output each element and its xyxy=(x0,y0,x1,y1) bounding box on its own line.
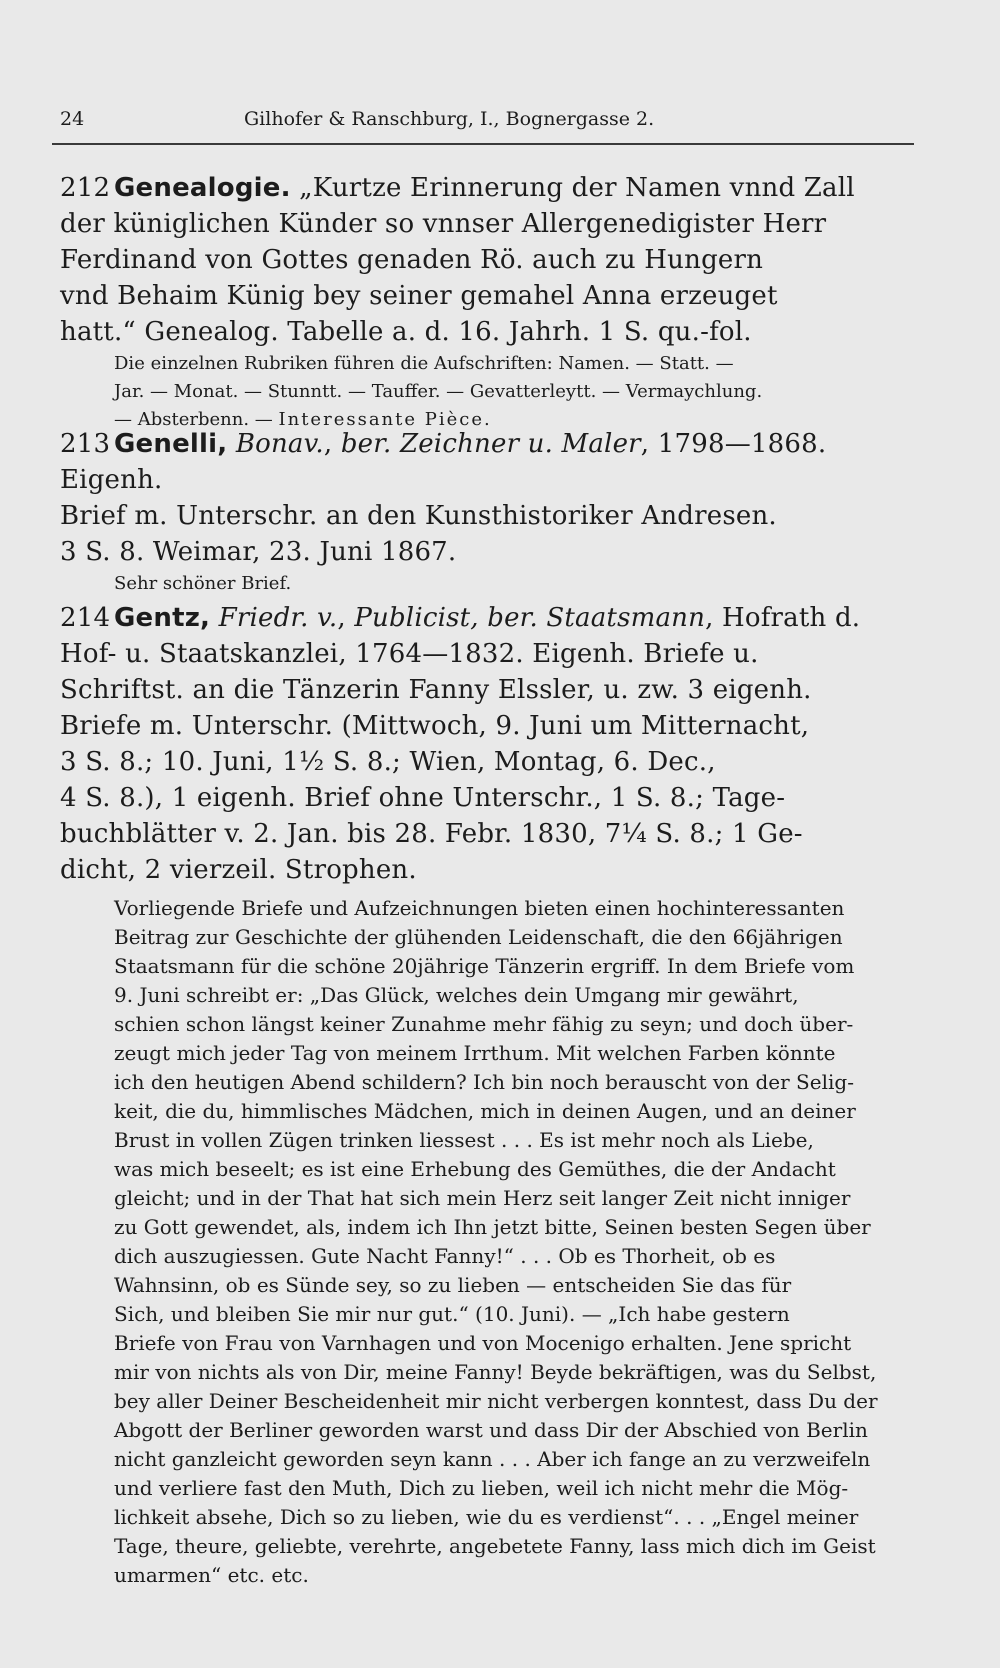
entry-note-line: Brust in vollen Zügen trinken liessest . . . Es ist mehr noch als Liebe, xyxy=(114,1128,814,1152)
entry-note-line: Jar. — Monat. — Stunntt. — Tauffer. — Gevatterleytt. — Vermaychlung. xyxy=(114,381,763,402)
entry-line: Briefe m. Unterschr. (Mittwoch, 9. Juni um Mitternacht, xyxy=(60,711,810,741)
entry-line: buchblätter v. 2. Jan. bis 28. Febr. 1830, 7¼ S. 8.; 1 Ge- xyxy=(60,819,803,849)
entry-note-line: Abgott der Berliner geworden warst und dass Dir der Abschied von Berlin xyxy=(114,1418,868,1442)
entry-line xyxy=(60,170,920,206)
entry-note-line: Vorliegende Briefe und Aufzeichnungen bieten einen hochinteressanten xyxy=(114,896,845,920)
entry-text: Genealogie. „Kurtze Erinnerung der Namen vnnd Zall xyxy=(114,173,855,203)
entry-line: 3 S. 8.; 10. Juni, 1½ S. 8.; Wien, Montag, 6. Dec., xyxy=(60,747,716,777)
entry-note-line: Tage, theure, geliebte, verehrte, angebetete Fanny, lass mich dich im Geist xyxy=(114,1534,876,1558)
entry-note-line: was mich beseelt; es ist eine Erhebung des Gemüthes, die der Andacht xyxy=(114,1157,836,1181)
entry-note-line: und verliere fast den Muth, Dich zu lieben, weil ich nicht mehr die Mög- xyxy=(114,1476,849,1500)
entry-number: 212 xyxy=(60,173,111,203)
entry-line: 3 S. 8. Weimar, 23. Juni 1867. xyxy=(60,537,457,567)
entry-number: 213 xyxy=(60,429,111,459)
entry-line: Schriftst. an die Tänzerin Fanny Elssler, u. zw. 3 eigenh. xyxy=(60,675,812,705)
page-header xyxy=(60,108,920,136)
entry-note-line: Beitrag zur Geschichte der glühenden Leidenschaft, die den 66jährigen xyxy=(114,925,843,949)
entry-note-line: umarmen“ etc. etc. xyxy=(114,1563,309,1587)
page-number: 24 xyxy=(60,108,85,130)
entry-note-line: keit, die du, himmlisches Mädchen, mich in deinen Augen, und an deiner xyxy=(114,1099,856,1123)
entry-note-line: Sehr schöner Brief. xyxy=(114,573,292,594)
emphasis-text: Interessante Pièce. xyxy=(278,409,492,430)
running-title: Gilhofer & Ranschburg, I., Bognergasse 2. xyxy=(244,108,655,130)
entry-line: Brief m. Unterschr. an den Kunsthistoriker Andresen. xyxy=(60,501,777,531)
catalog-entry-212 xyxy=(60,170,920,434)
entry-note-line: zeugt mich jeder Tag von meinem Irrthum. Mit welchen Farben könnte xyxy=(114,1041,836,1065)
entry-number: 214 xyxy=(60,603,111,633)
entry-line: der küniglichen Künder so vnnser Allergenedigister Herr xyxy=(60,209,827,239)
entry-note-line: nicht ganzleicht geworden seyn kann . . . Aber ich fange an zu verzweifeln xyxy=(114,1447,871,1471)
entry-note-line: bey aller Deiner Bescheidenheit mir nicht verbergen konntest, dass Du der xyxy=(114,1389,878,1413)
entry-note-line: dich auszugiessen. Gute Nacht Fanny!“ . . . Ob es Thorheit, ob es xyxy=(114,1244,776,1268)
entry-note-line: Briefe von Frau von Varnhagen und von Mocenigo erhalten. Jene spricht xyxy=(114,1331,852,1355)
catalog-entry-213 xyxy=(60,426,920,598)
entry-note-line: Wahnsinn, ob es Sünde sey, so zu lieben — entscheiden Sie das für xyxy=(114,1273,792,1297)
entry-line: Ferdinand von Gottes genaden Rö. auch zu Hungern xyxy=(60,245,764,275)
entry-note-line: ich den heutigen Abend schildern? Ich bin noch berauscht von der Selig- xyxy=(114,1070,854,1094)
entry-note-line: gleicht; und in der That hat sich mein Herz seit langer Zeit nicht inniger xyxy=(114,1186,851,1210)
entry-note-line: Die einzelnen Rubriken führen die Aufschriften: Namen. — Statt. — xyxy=(114,353,734,374)
entry-line: hatt.“ Genealog. Tabelle a. d. 16. Jahrh. 1 S. qu.-fol. xyxy=(60,317,752,347)
entry-note-line: Staatsmann für die schöne 20jährige Tänzerin ergriff. In dem Briefe vom xyxy=(114,954,855,978)
entry-note-line: zu Gott gewendet, als, indem ich Ihn jetzt bitte, Seinen besten Segen über xyxy=(114,1215,871,1239)
entry-note-line: — Absterbenn. — Interessante Pièce. xyxy=(114,409,492,430)
entry-line xyxy=(60,600,920,636)
entry-note-line: schien schon längst keiner Zunahme mehr fähig zu seyn; und doch über- xyxy=(114,1012,854,1036)
entry-line: Hof- u. Staatskanzlei, 1764—1832. Eigenh. Briefe u. xyxy=(60,639,759,669)
entry-line: 4 S. 8.), 1 eigenh. Brief ohne Unterschr., 1 S. 8.; Tage- xyxy=(60,783,786,813)
entry-note-line: 9. Juni schreibt er: „Das Glück, welches dein Umgang mir gewährt, xyxy=(114,983,799,1007)
entry-line: dicht, 2 vierzeil. Strophen. xyxy=(60,855,417,885)
header-rule xyxy=(52,143,914,145)
entry-line: vnd Behaim Künig bey seiner gemahel Anna erzeuget xyxy=(60,281,778,311)
entry-note-line: lichkeit absehe, Dich so zu lieben, wie du es verdienst“. . . „Engel meiner xyxy=(114,1505,859,1529)
catalog-entry-214 xyxy=(60,600,920,1590)
entry-text: Genelli, Bonav., ber. Zeichner u. Maler, 1798—1868. Eigenh. xyxy=(60,429,827,495)
entry-note-line: Sich, und bleiben Sie mir nur gut.“ (10. Juni). — „Ich habe gestern xyxy=(114,1302,790,1326)
entry-text: Gentz, Friedr. v., Publicist, ber. Staatsmann, Hofrath d. xyxy=(114,603,861,633)
entry-note-line: mir von nichts als von Dir, meine Fanny! Beyde bekräftigen, was du Selbst, xyxy=(114,1360,877,1384)
entry-line xyxy=(60,426,920,498)
